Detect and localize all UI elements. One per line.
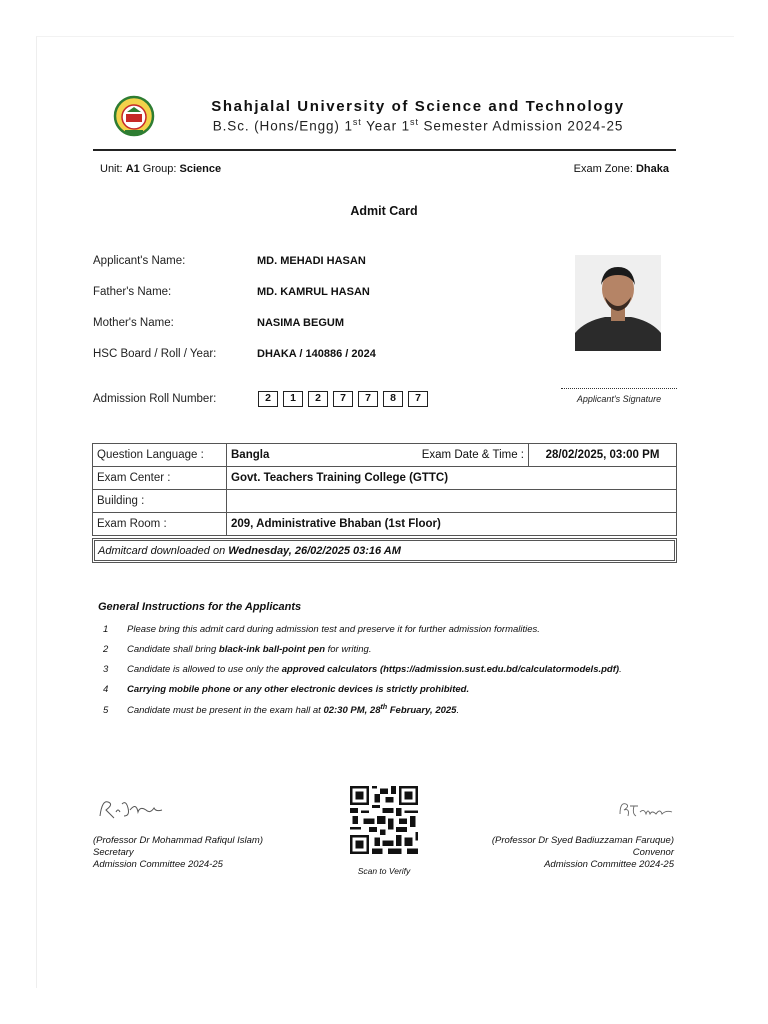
exam-datetime-value: 28/02/2025, 03:00 PM xyxy=(529,444,677,467)
admission-subtitle: B.Sc. (Hons/Engg) 1st Year 1st Semester Admission 2024-25 xyxy=(212,117,624,134)
roll-digit: 7 xyxy=(358,391,378,407)
question-language-value: Bangla xyxy=(231,449,270,461)
table-row xyxy=(93,467,677,490)
father-name: MD. KAMRUL HASAN xyxy=(257,286,370,298)
question-language-cell xyxy=(227,444,529,467)
convenor-role: Convenor xyxy=(632,847,674,858)
exam-center-value: Govt. Teachers Training College (GTTC) xyxy=(227,467,677,490)
exam-zone-value: Dhaka xyxy=(635,163,669,175)
roll-digit: 1 xyxy=(283,391,303,407)
table-row xyxy=(93,490,677,513)
secretary-signature-block xyxy=(93,835,263,871)
instructions-title: General Instructions for the Applicants xyxy=(98,601,302,613)
roll-digit: 8 xyxy=(383,391,403,407)
exam-details-table xyxy=(92,443,677,536)
instruction-item: 5 Candidate must be present in the exam hall at 02:30 PM, 28th February, 2025. xyxy=(103,704,460,717)
building-value xyxy=(227,490,677,513)
instruction-item: 2 Candidate shall bring black-ink ball-point pen for writing. xyxy=(103,644,372,655)
exam-center-label: Exam Center : xyxy=(93,467,227,490)
download-timestamp: Admitcard downloaded on Wednesday, 26/02/2025 03:16 AM xyxy=(92,538,677,563)
exam-datetime-label: Exam Date & Time : xyxy=(421,449,524,461)
group-value: Science xyxy=(179,163,222,175)
instruction-item: 4 Carrying mobile phone or any other electronic devices is strictly prohibited. xyxy=(103,684,470,695)
table-row xyxy=(93,444,677,467)
applicant-name-label: Applicant's Name: xyxy=(93,255,186,267)
secretary-name: (Professor Dr Mohammad Rafiqul Islam) xyxy=(93,835,263,846)
signature-line xyxy=(561,388,677,389)
question-language-label: Question Language : xyxy=(93,444,227,467)
applicant-photo xyxy=(575,255,661,351)
unit-group-line: Unit: A1 Group: Science xyxy=(100,163,222,175)
unit-value: A1 xyxy=(125,163,140,175)
roll-digit: 2 xyxy=(308,391,328,407)
hsc-info: DHAKA / 140886 / 2024 xyxy=(257,348,376,360)
father-name-label: Father's Name: xyxy=(93,286,172,298)
convenor-name: (Professor Dr Syed Badiuzzaman Faruque) xyxy=(491,835,674,846)
qr-code-icon[interactable] xyxy=(350,786,418,854)
scan-to-verify-label: Scan to Verify xyxy=(357,866,411,876)
applicant-name: MD. MEHADI HASAN xyxy=(257,255,366,267)
building-label: Building : xyxy=(93,490,227,513)
card-title: Admit Card xyxy=(350,204,418,218)
hsc-info-label: HSC Board / Roll / Year: xyxy=(93,348,217,360)
roll-digit: 2 xyxy=(258,391,278,407)
table-row xyxy=(93,513,677,536)
header-divider xyxy=(93,149,676,151)
applicant-signature-label: Applicant's Signature xyxy=(576,394,662,404)
secretary-committee: Admission Committee 2024-25 xyxy=(93,859,223,870)
instruction-item: 3 Candidate is allowed to use only the approved calculators (https://admission.sust.edu.bd/calculatormodels.pdf). xyxy=(103,664,622,675)
handwritten-signature-icon xyxy=(616,800,676,820)
university-seal-icon xyxy=(113,95,155,137)
handwritten-signature-icon xyxy=(96,796,166,822)
roll-digit: 7 xyxy=(333,391,353,407)
exam-room-label: Exam Room : xyxy=(93,513,227,536)
exam-room-value: 209, Administrative Bhaban (1st Floor) xyxy=(227,513,677,536)
mother-name: NASIMA BEGUM xyxy=(257,317,344,329)
convenor-committee: Admission Committee 2024-25 xyxy=(544,859,674,870)
university-name: Shahjalal University of Science and Technology xyxy=(211,98,625,115)
mother-name-label: Mother's Name: xyxy=(93,317,174,329)
roll-digit: 7 xyxy=(408,391,428,407)
instruction-item: 1 Please bring this admit card during admission test and preserve it for further admission formalities. xyxy=(103,624,540,635)
convenor-signature-block xyxy=(492,835,674,871)
exam-zone-line: Exam Zone: Dhaka xyxy=(573,163,669,175)
admission-roll-number xyxy=(258,391,428,407)
secretary-role: Secretary xyxy=(93,847,134,858)
admission-roll-label: Admission Roll Number: xyxy=(93,393,217,405)
